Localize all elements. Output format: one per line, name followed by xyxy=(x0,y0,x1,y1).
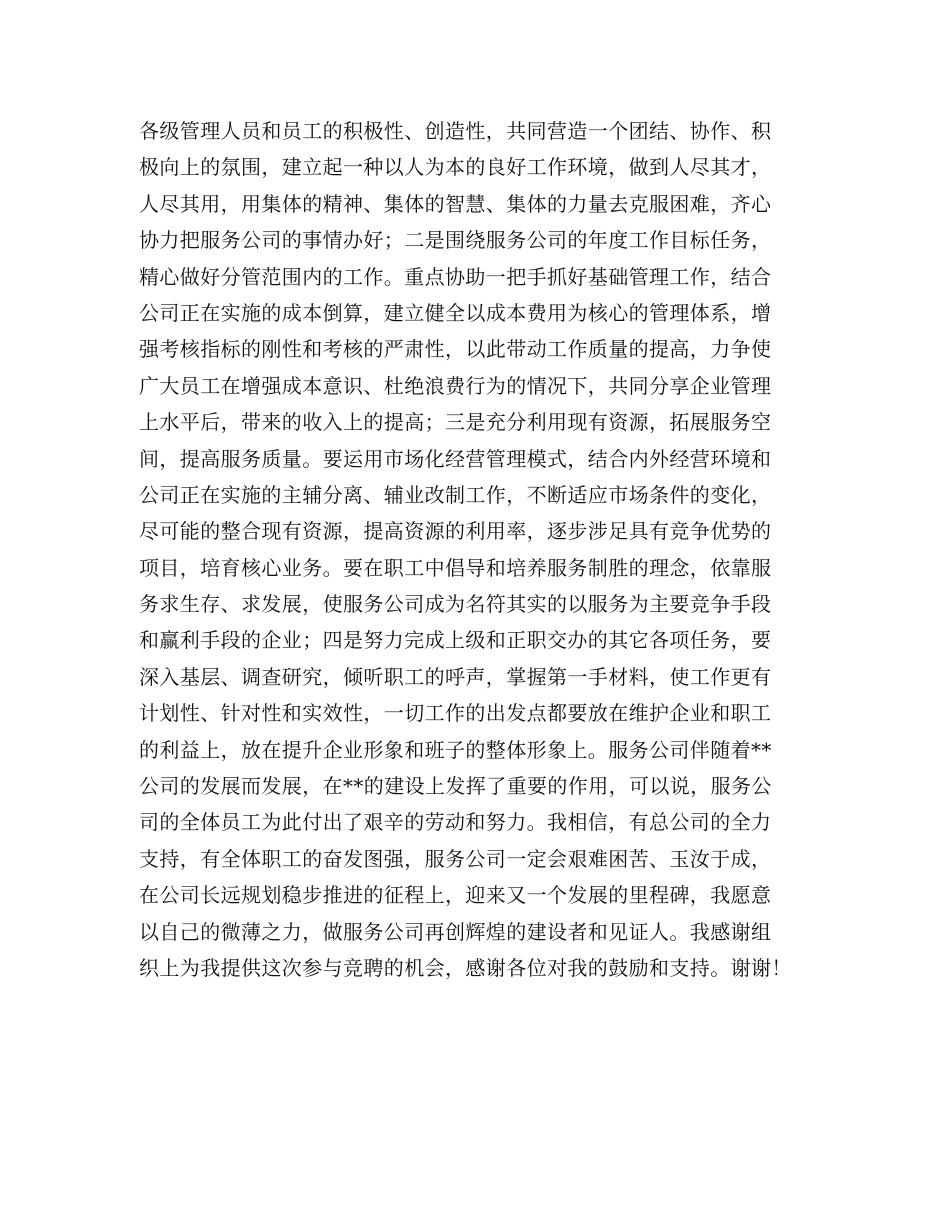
text-line: 在公司长远规划稳步推进的征程上，迎来又一个发展的里程碑，我愿意 xyxy=(139,883,772,908)
text-line: 间，提高服务质量。要运用市场化经营管理模式，结合内外经营环境和 xyxy=(139,446,772,471)
text-line: 公司正在实施的主辅分离、辅业改制工作，不断适应市场条件的变化， xyxy=(139,482,772,507)
text-line: 各级管理人员和员工的积极性、创造性，共同营造一个团结、协作、积 xyxy=(139,119,772,143)
text-line: 务求生存、求发展，使服务公司成为名符其实的以服务为主要竞争手段 xyxy=(139,592,772,617)
text-line: 尽可能的整合现有资源，提高资源的利用率，逐步涉足具有竞争优势的 xyxy=(139,519,772,544)
text-line: 广大员工在增强成本意识、杜绝浪费行为的情况下，共同分享企业管理 xyxy=(139,373,772,398)
text-line: 精心做好分管范围内的工作。重点协助一把手抓好基础管理工作，结合 xyxy=(139,264,772,289)
text-line: 协力把服务公司的事情办好；二是围绕服务公司的年度工作目标任务， xyxy=(139,228,772,253)
text-line: 上水平后，带来的收入上的提高；三是充分利用现有资源，拓展服务空 xyxy=(139,410,772,435)
text-line: 公司正在实施的成本倒算，建立健全以成本费用为核心的管理体系，增 xyxy=(139,300,772,325)
body-text xyxy=(139,113,839,986)
text-line: 支持，有全体职工的奋发图强，服务公司一定会艰难困苦、玉汝于成， xyxy=(139,846,772,871)
text-line: 人尽其用，用集体的精神、集体的智慧、集体的力量去克服困难，齐心 xyxy=(139,191,772,216)
text-line: 强考核指标的刚性和考核的严肃性，以此带动工作质量的提高，力争使 xyxy=(139,337,772,362)
text-line: 项目，培育核心业务。要在职工中倡导和培养服务制胜的理念，依靠服 xyxy=(139,555,772,580)
text-line: 公司的发展而发展，在**的建设上发挥了重要的作用，可以说，服务公 xyxy=(139,774,772,799)
text-line: 司的全体员工为此付出了艰辛的劳动和努力。我相信，有总公司的全力 xyxy=(139,810,772,835)
text-line: 和赢利手段的企业；四是努力完成上级和正职交办的其它各项任务，要 xyxy=(139,628,772,653)
text-line: 的利益上，放在提升企业形象和班子的整体形象上。服务公司伴随着** xyxy=(139,737,772,762)
text-line: 织上为我提供这次参与竞聘的机会，感谢各位对我的鼓励和支持。谢谢！ xyxy=(139,955,792,980)
text-line: 以自己的微薄之力，做服务公司再创辉煌的建设者和见证人。我感谢组 xyxy=(139,919,772,944)
text-line: 深入基层、调查研究，倾听职工的呼声，掌握第一手材料，使工作更有 xyxy=(139,664,772,689)
text-line: 极向上的氛围，建立起一种以人为本的良好工作环境，做到人尽其才， xyxy=(139,155,772,180)
text-line: 计划性、针对性和实效性，一切工作的出发点都要放在维护企业和职工 xyxy=(139,701,772,726)
